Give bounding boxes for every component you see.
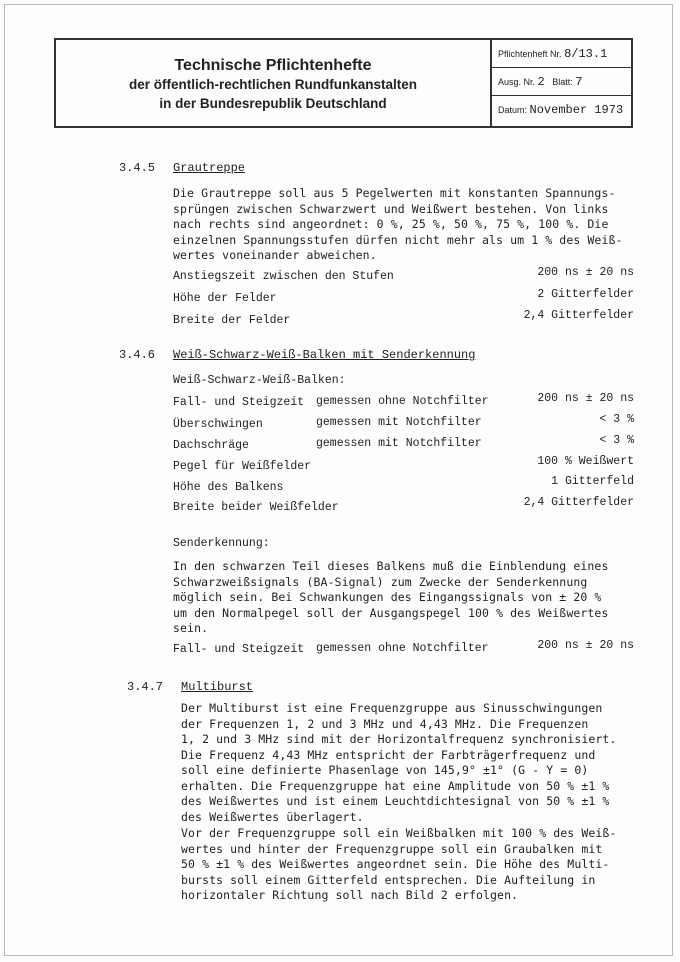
- header-subtitle-1: der öffentlich-rechtlichen Rundfunkanstalten: [128, 77, 418, 92]
- spec-label: Höhe des Balkens: [173, 481, 284, 494]
- spec-condition: gemessen ohne Notchfilter: [316, 395, 489, 408]
- document-header: [54, 38, 633, 128]
- spec-value: 1 Gitterfeld: [551, 475, 634, 488]
- meta-datum: [492, 96, 631, 124]
- spec-label: Breite der Felder: [173, 314, 291, 327]
- section-number: 3.4.7: [127, 680, 164, 694]
- header-meta: [492, 40, 631, 126]
- ausg-value: 2: [537, 75, 545, 89]
- header-title: Technische Pflichtenhefte: [174, 57, 372, 74]
- blatt-label: Blatt:: [552, 77, 573, 87]
- section-number: 3.4.5: [119, 161, 156, 175]
- spec-label: Fall- und Steigzeit: [173, 643, 305, 656]
- spec-value: 100 % Weißwert: [537, 455, 634, 468]
- section-text: Vor der Frequenzgruppe soll ein Weißbalken mit 100 % des Weiß- wertes und hinter der Frequenzgruppe soll ein Graubalken mit 50 % ±1 % des Weißwertes angeordnet sein. Die Höhe des Multi- bursts soll einem Gitterfeld entsprechen. Die Aufteilung in horizontaler Richtung soll nach Bild 2 erfolgen.: [181, 826, 617, 902]
- spec-label: Fall- und Steigzeit: [173, 396, 305, 409]
- datum-label: Datum:: [498, 105, 528, 115]
- subheading: Senderkennung:: [173, 537, 270, 550]
- meta-ausgabe: [492, 68, 631, 96]
- spec-value: 2 Gitterfelder: [537, 288, 634, 301]
- spec-label: Breite beider Weißfelder: [173, 501, 339, 514]
- spec-condition: gemessen mit Notchfilter: [316, 416, 482, 429]
- spec-value: 200 ns ± 20 ns: [537, 639, 634, 652]
- section-text: In den schwarzen Teil dieses Balkens muß die Einblendung eines Schwarzweißsignals (BA-Signal) zum Zwecke der Senderkennung möglich sein. Bei Schwankungen des Eingangssignals von ± 20 % um den Normalpegel soll der Ausgangspegel 100 % des Weißwertes sein.: [173, 559, 609, 635]
- spec-value: 2,4 Gitterfelder: [523, 309, 634, 322]
- spec-value: 200 ns ± 20 ns: [537, 392, 634, 405]
- blatt-value: 7: [575, 75, 583, 89]
- section-text: Die Grautreppe soll aus 5 Pegelwerten mit konstanten Spannungs- sprüngen zwischen Schwarzwert und Weißwert bestehen. Von links nach rechts sind angeordnet: 0 %, 25 %, 50 %, 75 %, 100 %. Die einzelnen Spannungsstufen dürfen nicht mehr als um 1 % des Weiß- wertes voneinander abweichen.: [173, 186, 623, 262]
- section-title: Grautreppe: [173, 161, 246, 175]
- spec-label: Dachschräge: [173, 439, 249, 452]
- section-text: Der Multiburst ist eine Frequenzgruppe aus Sinusschwingungen der Frequenzen 1, 2 und 3 MHz und 4,43 MHz. Die Frequenzen 1, 2 und 3 MHz sind mit der Horizontalfrequenz synchronisiert. Die Frequenz 4,43 MHz entspricht der Farbträgerfrequenz und soll eine definierte Phasenlage von 145,9° ±1° (G - Y = 0) erhalten. Die Frequenzgruppe hat eine Amplitude von 50 % ±1 % des Weißwertes und ist einem Leuchtdichtesignal von 50 % ±1 % des Weißwertes überlagert.: [181, 701, 617, 824]
- spec-value: 200 ns ± 20 ns: [537, 266, 634, 279]
- spec-value: < 3 %: [599, 434, 634, 447]
- pflichtenheft-label: Pflichtenheft Nr.: [498, 49, 562, 59]
- section-title: Multiburst: [181, 680, 254, 694]
- spec-label: Höhe der Felder: [173, 292, 277, 305]
- spec-label: Überschwingen: [173, 418, 263, 431]
- spec-label: Pegel für Weißfelder: [173, 460, 312, 473]
- meta-pflichtenheft: [492, 40, 631, 68]
- datum-value: November 1973: [529, 103, 624, 117]
- pflichtenheft-value: 8/13.1: [564, 47, 608, 61]
- section-title: Weiß-Schwarz-Weiß-Balken mit Senderkennung: [173, 348, 476, 362]
- header-subtitle-2: in der Bundesrepublik Deutschland: [159, 96, 387, 111]
- spec-condition: gemessen ohne Notchfilter: [316, 642, 489, 655]
- spec-condition: gemessen mit Notchfilter: [316, 437, 482, 450]
- ausg-label: Ausg. Nr.: [498, 77, 536, 87]
- spec-label: Anstiegszeit zwischen den Stufen: [173, 270, 394, 283]
- spec-value: < 3 %: [599, 413, 634, 426]
- spec-value: 2,4 Gitterfelder: [523, 496, 634, 509]
- subheading: Weiß-Schwarz-Weiß-Balken:: [173, 374, 346, 387]
- section-number: 3.4.6: [119, 348, 156, 362]
- header-title-block: [56, 40, 492, 126]
